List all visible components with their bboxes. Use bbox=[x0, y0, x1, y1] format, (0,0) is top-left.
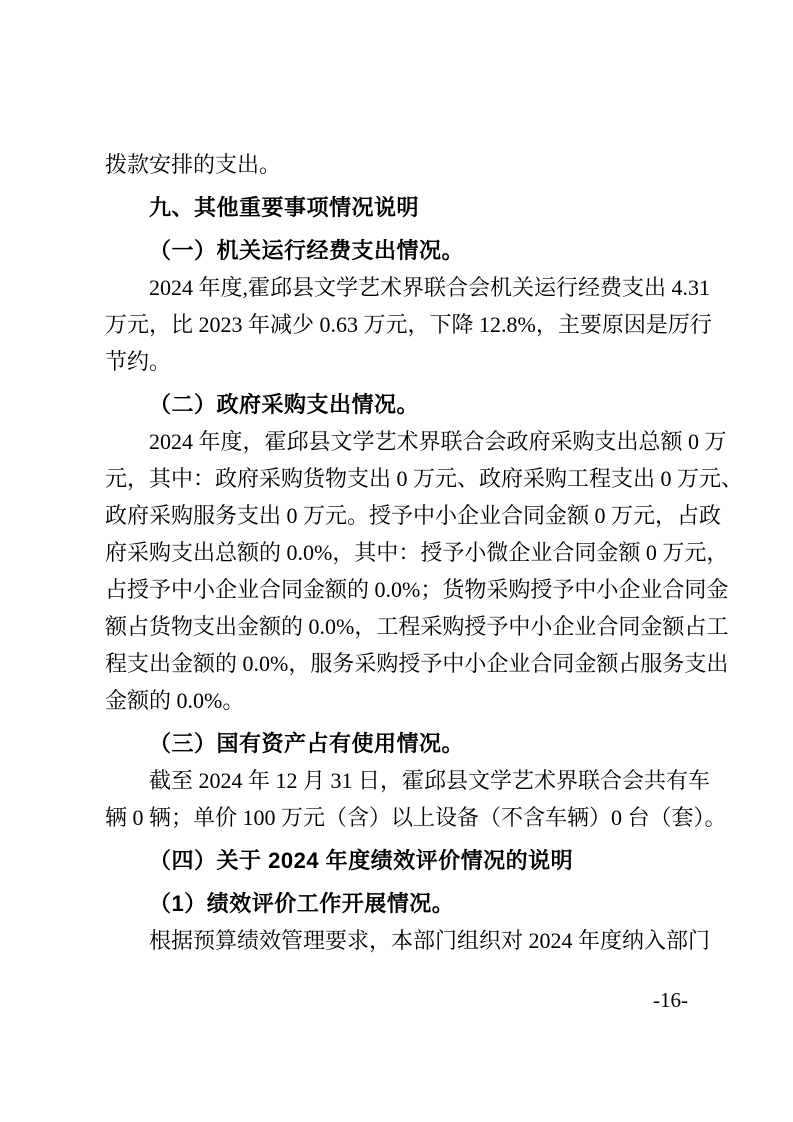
body-text-line: 截至 2024 年 12 月 31 日，霍邱县文学艺术界联合会共有车 bbox=[149, 768, 711, 793]
body-text-line: 金额的 0.0%。 bbox=[105, 688, 245, 713]
section-heading: （1）绩效评价工作开展情况。 bbox=[149, 891, 455, 916]
body-text-line: 根据预算绩效管理要求，本部门组织对 2024 年度纳入部门 bbox=[149, 928, 711, 953]
body-text-line: 程支出金额的 0.0%，服务采购授予中小企业合同金额占服务支出 bbox=[105, 651, 729, 676]
section-heading: 九、其他重要事项情况说明 bbox=[149, 195, 420, 220]
body-text-line: 2024 年度,霍邱县文学艺术界联合会机关运行经费支出 4.31 bbox=[149, 275, 711, 300]
body-text-line: 政府采购服务支出 0 万元。授予中小企业合同金额 0 万元，占政 bbox=[105, 503, 722, 528]
body-text-line: 2024 年度，霍邱县文学艺术界联合会政府采购支出总额 0 万 bbox=[149, 429, 727, 454]
section-heading: （三）国有资产占有使用情况。 bbox=[149, 731, 465, 756]
body-text-line: 节约。 bbox=[105, 349, 172, 374]
section-heading: （二）政府采购支出情况。 bbox=[149, 392, 420, 417]
body-text-line: 占授予中小企业合同金额的 0.0%；货物采购授予中小企业合同金 bbox=[105, 577, 729, 602]
body-text-line: 拨款安排的支出。 bbox=[105, 152, 282, 177]
page-number: -16- bbox=[653, 988, 688, 1012]
body-text-line: 府采购支出总额的 0.0%，其中：授予小微企业合同金额 0 万元， bbox=[105, 540, 729, 565]
body-text-line: 额占货物支出金额的 0.0%，工程采购授予中小企业合同金额占工 bbox=[105, 614, 729, 639]
section-heading: （四）关于 2024 年度绩效评价情况的说明 bbox=[149, 848, 574, 873]
text-block bbox=[105, 146, 744, 959]
section-heading: （一）机关运行经费支出情况。 bbox=[149, 238, 465, 263]
body-text-line: 辆 0 辆；单价 100 万元（含）以上设备（不含车辆）0 台（套）。 bbox=[105, 805, 727, 830]
body-text-line: 元，其中：政府采购货物支出 0 万元、政府采购工程支出 0 万元、 bbox=[105, 466, 744, 491]
body-text-line: 万元，比 2023 年减少 0.63 万元，下降 12.8%，主要原因是厉行 bbox=[105, 312, 712, 337]
